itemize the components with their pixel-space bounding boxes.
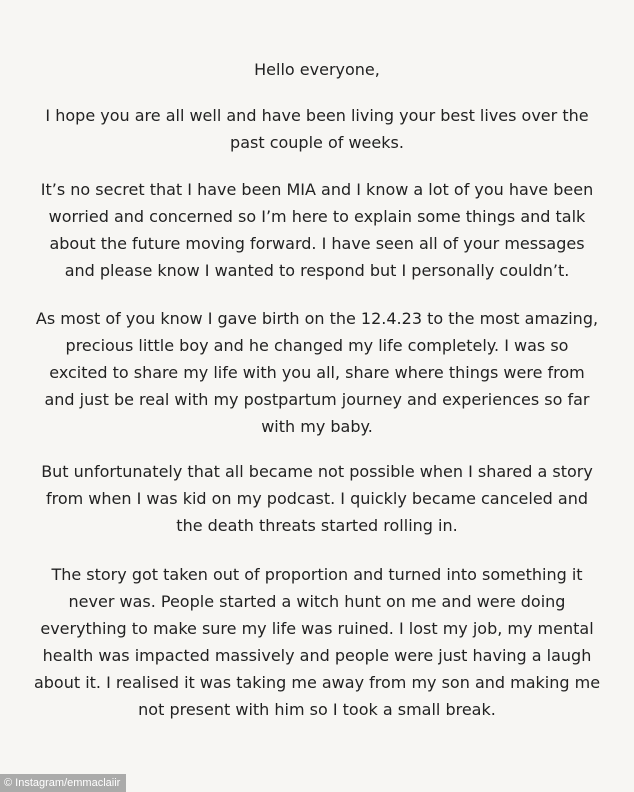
paragraph-5-line-3: everything to make sure my life was ruined. I lost my job, my mental <box>40 619 594 638</box>
paragraph-2-line-3: about the future moving forward. I have seen all of your messages <box>49 234 585 253</box>
paragraph-4-line-3: the death threats started rolling in. <box>176 516 458 535</box>
paragraph-3-line-3: excited to share my life with you all, share where things were from <box>49 363 585 382</box>
paragraph-3-line-1: As most of you know I gave birth on the 12.4.23 to the most amazing, <box>35 309 599 328</box>
paragraph-5-line-5: about it. I realised it was taking me away from my son and making me <box>33 673 601 692</box>
paragraph-2-line-2: worried and concerned so I’m here to explain some things and talk <box>48 207 586 226</box>
greeting: Hello everyone, <box>254 60 380 79</box>
paragraph-3-line-4: and just be real with my postpartum journey and experiences so far <box>44 390 590 409</box>
paragraph-5-line-4: health was impacted massively and people were just having a laugh <box>42 646 592 665</box>
photo-credit: © Instagram/emmaclaiir <box>0 774 126 792</box>
paragraph-1-line-1: I hope you are all well and have been living your best lives over the <box>45 106 589 125</box>
paragraph-2-line-1: It’s no secret that I have been MIA and I know a lot of you have been <box>40 180 594 199</box>
paragraph-3-line-5: with my baby. <box>261 417 373 436</box>
paragraph-5-line-1: The story got taken out of proportion and turned into something it <box>51 565 583 584</box>
paragraph-5-line-2: never was. People started a witch hunt on me and were doing <box>68 592 566 611</box>
paragraph-4-line-1: But unfortunately that all became not possible when I shared a story <box>41 462 593 481</box>
paragraph-4-line-2: from when I was kid on my podcast. I quickly became canceled and <box>45 489 589 508</box>
paragraph-3-line-2: precious little boy and he changed my life completely. I was so <box>65 336 569 355</box>
paragraph-1-line-2: past couple of weeks. <box>230 133 404 152</box>
paragraph-5-line-6: not present with him so I took a small break. <box>138 700 496 719</box>
paragraph-2-line-4: and please know I wanted to respond but I personally couldn’t. <box>64 261 570 280</box>
